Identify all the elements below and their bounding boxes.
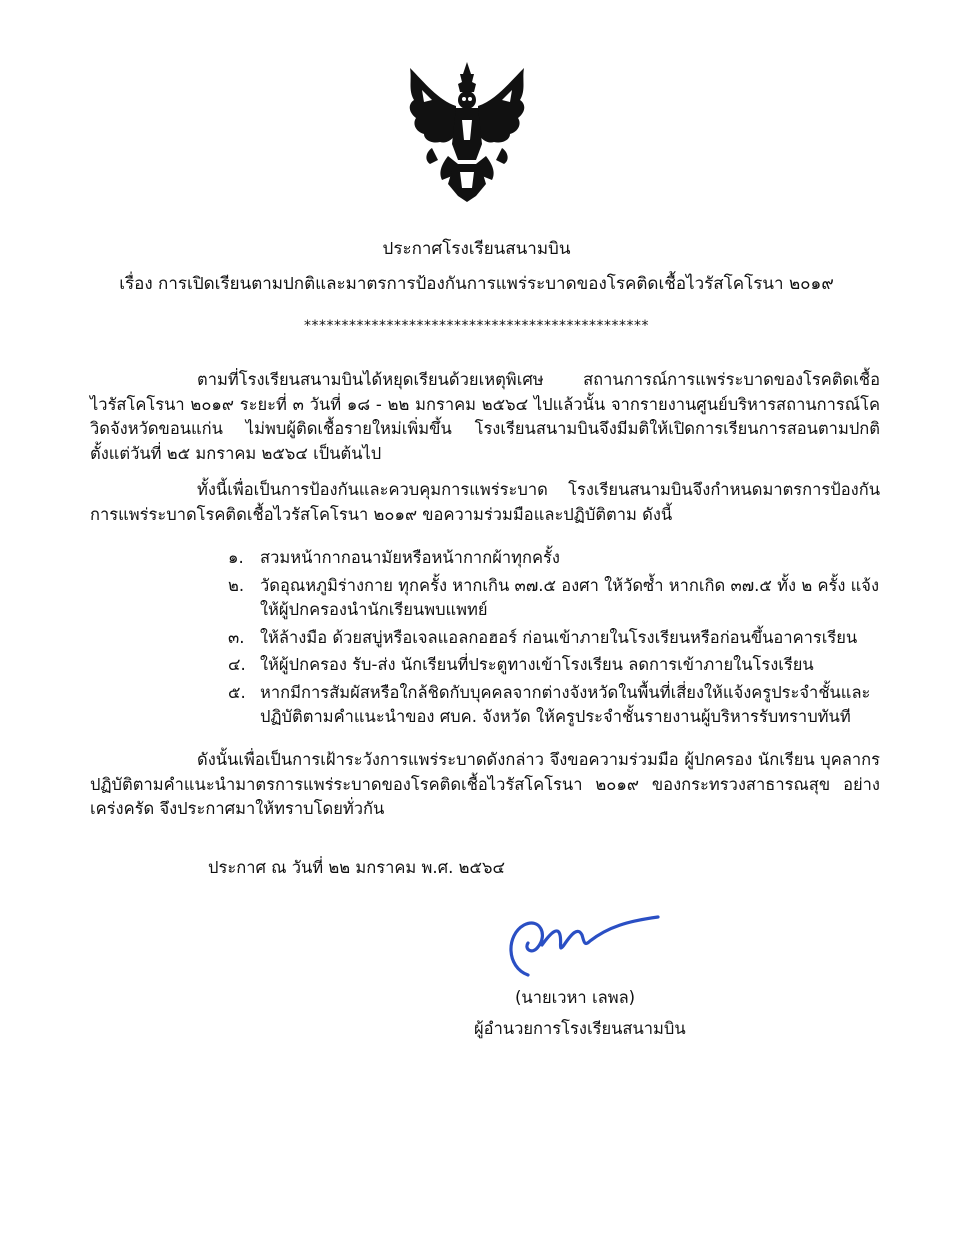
measure-text: ให้ล้างมือ ด้วยสบู่หรือเจลแอลกอฮอร์ ก่อนเข้าภายในโรงเรียนหรือก่อนขึ้นอาคารเรียน	[260, 627, 858, 647]
list-item	[228, 681, 883, 730]
measure-number: ๕.	[228, 682, 246, 702]
list-item	[228, 546, 883, 571]
measure-text: หากมีการสัมผัสหรือใกล้ชิดกับบุคคลจากต่างจังหวัดในพื้นที่เสี่ยงให้แจ้งครูประจำชั้นและปฏิบัติตามคำแนะนำของ ศบค. จังหวัด ให้ครูประจำชั้นรายงานผู้บริหารรับทราบทันที	[260, 682, 871, 726]
measure-number: ๓.	[228, 627, 245, 647]
body-paragraph-3: ดังนั้นเพื่อเป็นการเฝ้าระวังการแพร่ระบาดดังกล่าว จึงขอความร่วมมือ ผู้ปกครอง นักเรียน บุคลากร ปฏิบัติตามคำแนะนำมาตรการแพร่ระบาดของโรคติดเชื้อไวรัสโคโรนา ๒๐๑๙ ของกระทรวงสาธารณสุข อย่างเคร่งครัด จึงประกาศมาให้ทราบโดยทั่วกัน	[90, 750, 880, 818]
signer-name: (นายเวหา เลพล)	[515, 988, 636, 1007]
measure-number: ๑.	[228, 548, 244, 567]
body-paragraph-2: ทั้งนี้เพื่อเป็นการป้องกันและควบคุมการแพร่ระบาด โรงเรียนสนามบินจึงกำหนดมาตรการป้องกันการแพร่ระบาดโรคติดเชื้อไวรัสโคโรนา ๒๐๑๙ ขอความร่วมมือและปฏิบัติตาม ดังนี้	[90, 480, 880, 524]
garuda-emblem-icon	[402, 60, 532, 202]
announcement-heading: ประกาศโรงเรียนสนามบิน	[382, 239, 571, 259]
list-item	[228, 653, 883, 678]
announcement-subject: เรื่อง การเปิดเรียนตามปกติและมาตรการป้องกันการแพร่ระบาดของโรคติดเชื้อไวรัสโคโรนา ๒๐๑๙	[119, 274, 834, 294]
measure-text: วัดอุณหภูมิร่างกาย ทุกครั้ง หากเกิน ๓๗.๕ องศา ให้วัดซ้ำ หากเกิด ๓๗.๕ ทั้ง ๒ ครั้ง แจ้งให้ผู้ปกครองนำนักเรียนพบแพทย์	[260, 575, 880, 619]
measure-text: ให้ผู้ปกครอง รับ-ส่ง นักเรียนที่ประตูทางเข้าโรงเรียน ลดการเข้าภายในโรงเรียน	[260, 655, 814, 674]
body-paragraph-1: ตามที่โรงเรียนสนามบินได้หยุดเรียนด้วยเหตุพิเศษ สถานการณ์การแพร่ระบาดของโรคติดเชื้อไวรัสโคโรนา ๒๐๑๙ ระยะที่ ๓ วันที่ ๑๘ - ๒๒ มกราคม ๒๕๖๔ ไปแล้วนั้น จากรายงานศูนย์บริหารสถานการณ์โควิดจังหวัดขอนแก่น ไม่พบผู้ติดเชื้อรายใหม่เพิ่มขึ้น โรงเรียนสนามบินจึงมีมติให้เปิดการเรียนการสอนตามปกติ ตั้งแต่วันที่ ๒๕ มกราคม ๒๕๖๔ เป็นต้นไป	[90, 370, 880, 463]
measures-list	[228, 546, 883, 733]
measure-number: ๒.	[228, 575, 245, 595]
signer-title: ผู้อำนวยการโรงเรียนสนามบิน	[474, 1019, 686, 1038]
measure-text: สวมหน้ากากอนามัยหรือหน้ากากผ้าทุกครั้ง	[260, 548, 560, 567]
list-item	[228, 626, 883, 651]
measure-number: ๔.	[228, 655, 246, 674]
announcement-date: ประกาศ ณ วันที่ ๒๒ มกราคม พ.ศ. ๒๕๖๔	[208, 858, 505, 877]
separator-line: **********************************************	[304, 318, 649, 334]
list-item	[228, 574, 883, 623]
